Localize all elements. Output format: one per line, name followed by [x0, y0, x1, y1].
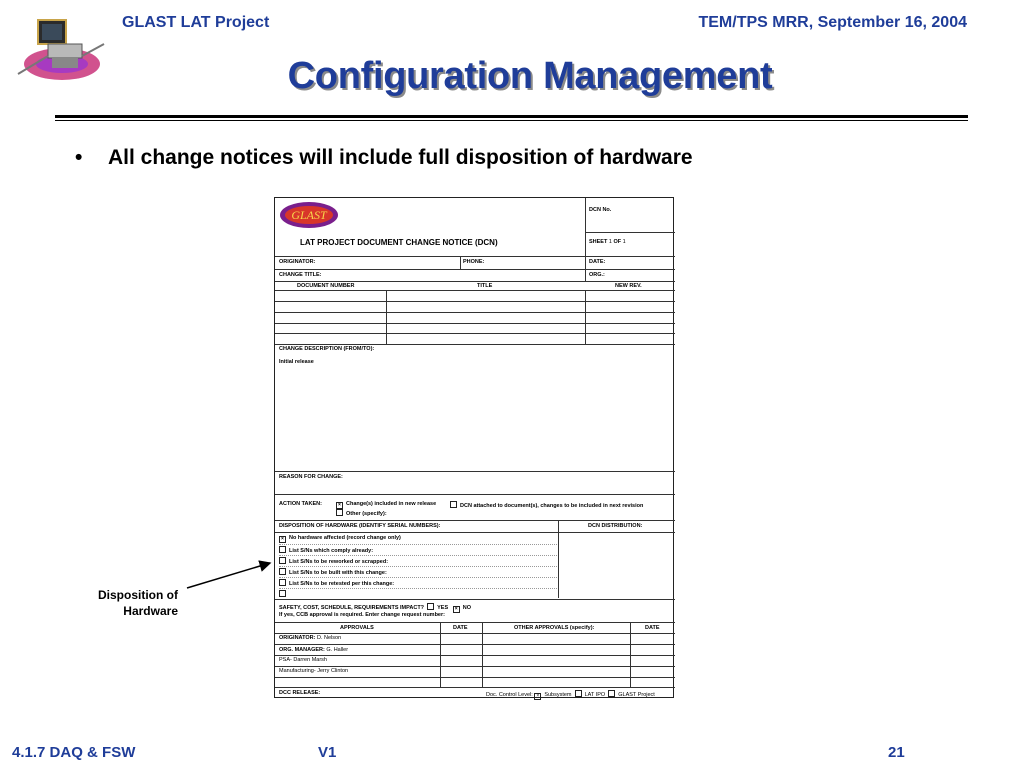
other-date-col: DATE [645, 625, 660, 631]
slide-title: Configuration Management [287, 55, 773, 97]
form-heading: LAT PROJECT DOCUMENT CHANGE NOTICE (DCN) [300, 238, 498, 247]
approval-row: ORG. MANAGER: G. Haller [279, 647, 349, 653]
approvals-col-label: APPROVALS [340, 625, 374, 631]
dcc-release-label: DCC RELEASE: [279, 690, 321, 696]
disposition-annotation: Disposition of Hardware [98, 588, 178, 618]
date-label: DATE: [589, 259, 606, 265]
approvals-date-col: DATE [453, 625, 468, 631]
other-approvals-col: OTHER APPROVALS (specify): [514, 625, 595, 631]
disposition-item: × No hardware affected (record change only) [279, 535, 401, 543]
change-title-label: CHANGE TITLE: [279, 272, 322, 278]
phone-label: PHONE: [463, 259, 485, 265]
change-desc-label: CHANGE DESCRIPTION (FROM/TO): [279, 346, 375, 352]
bullet-marker: • [75, 146, 83, 169]
doc-control-line: Doc. Control Level: × Subsystem LAT IPO GLAST Project [486, 692, 655, 699]
disposition-item: List S/Ns to be built with this change: [279, 568, 387, 576]
ccb-note: If yes, CCB approval is required. Enter change request number: [279, 612, 445, 618]
reason-label: REASON FOR CHANGE: [279, 474, 343, 480]
disposition-label: DISPOSITION OF HARDWARE (IDENTIFY SERIAL NUMBERS): [279, 523, 441, 529]
approval-row: PSA- Darren Marsh [279, 657, 327, 663]
disposition-item: List S/Ns to be retested per this change: [279, 579, 394, 587]
action-opt-attached: DCN attached to document(s), changes to be included in next revision [450, 501, 643, 509]
action-opt-other: Other (specify): [336, 509, 387, 517]
approval-row: Manufacturing- Jerry Clinton [279, 668, 349, 674]
action-label: ACTION TAKEN: [279, 501, 322, 507]
footer-version: V1 [318, 744, 337, 761]
doc-col-newrev: NEW REV. [615, 283, 642, 289]
action-opt-new-release: × Change(s) included in new release [336, 501, 436, 509]
doc-col-title: TITLE [477, 283, 493, 289]
doc-col-number: DOCUMENT NUMBER [297, 283, 355, 289]
bullet-text: All change notices will include full disposition of hardware [108, 146, 693, 169]
footer-page-number: 21 [888, 744, 905, 761]
header-project-name: GLAST LAT Project [122, 14, 270, 31]
dcn-no-label: DCN No. [589, 207, 612, 213]
form-logo-text: GLAST [291, 208, 327, 222]
dcn-distribution-label: DCN DISTRIBUTION: [588, 523, 643, 529]
originator-label: ORIGINATOR: [279, 259, 316, 265]
org-label: ORG.: [589, 272, 605, 278]
change-desc-value: Initial release [279, 359, 314, 365]
safety-line: SAFETY, COST, SCHEDULE, REQUIREMENTS IMPACT? YES × NO [279, 605, 471, 612]
disposition-item: List S/Ns to be reworked or scrapped: [279, 557, 388, 565]
sheet-line: SHEET 1 OF 1 [589, 239, 626, 245]
header-review-date: TEM/TPS MRR, September 16, 2004 [698, 14, 967, 31]
disposition-item: List S/Ns which comply already: [279, 546, 373, 554]
footer-section: 4.1.7 DAQ & FSW [12, 744, 136, 761]
approval-row: ORIGINATOR: D. Nelson [279, 635, 342, 641]
